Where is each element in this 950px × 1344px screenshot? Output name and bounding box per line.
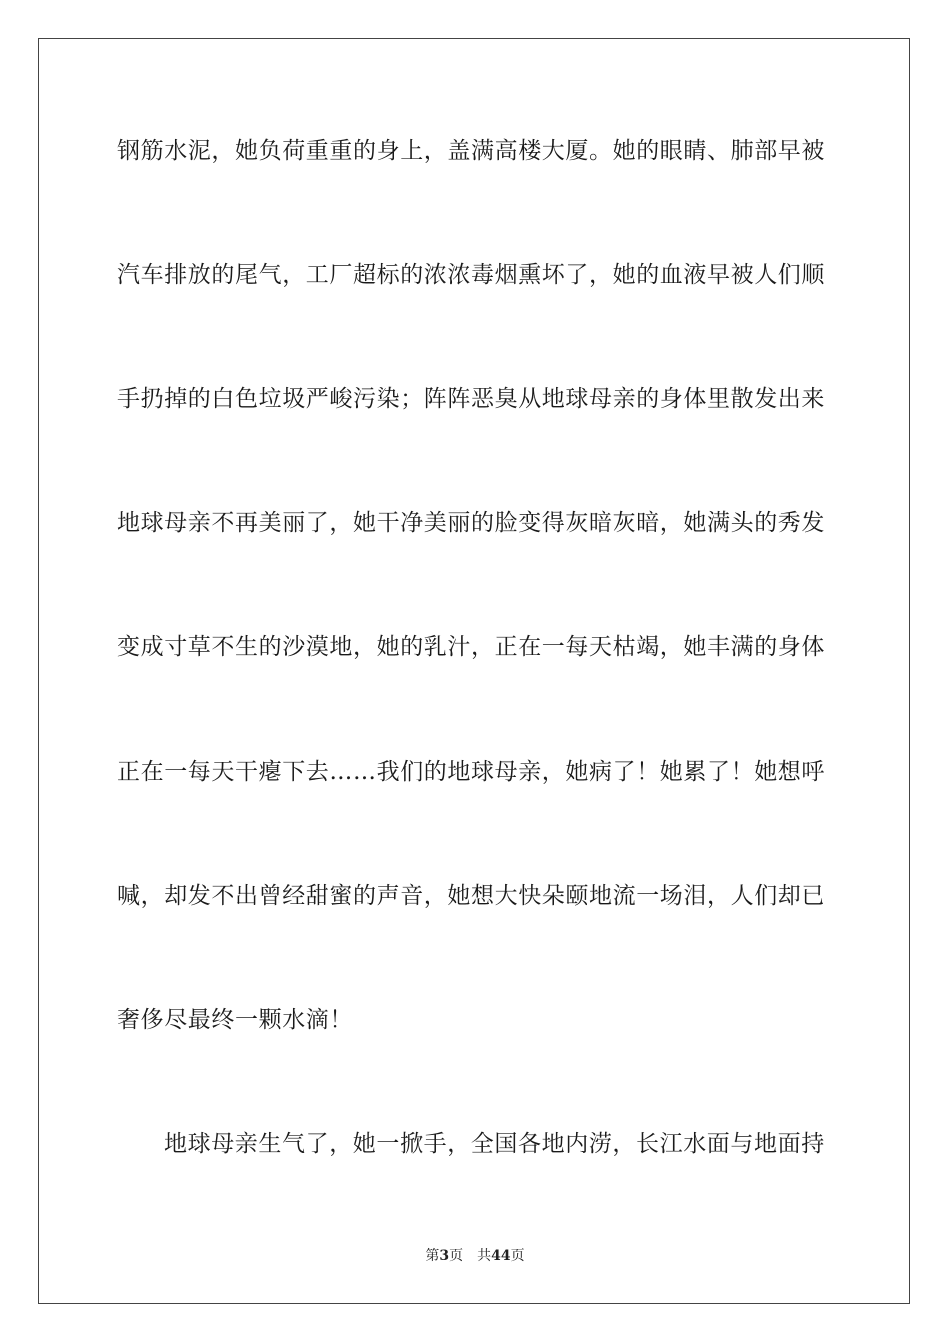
footer-total-pages: 44 xyxy=(491,1248,511,1264)
body-line-7: 喊，却发不出曾经甜蜜的声音，她想大快朵颐地流一场泪，人们却已 xyxy=(117,883,825,909)
footer-page-suffix: 页 xyxy=(449,1248,464,1264)
footer-page-number: 3 xyxy=(439,1248,450,1264)
footer-total-prefix: 共 xyxy=(477,1248,492,1264)
footer-page-prefix: 第 xyxy=(425,1248,440,1264)
page-border xyxy=(38,38,910,1304)
page-footer xyxy=(0,1247,950,1265)
paragraph-first-line: 地球母亲生气了，她一掀手，全国各地内涝，长江水面与地面持 xyxy=(164,1131,825,1157)
body-line-2: 汽车排放的尾气，工厂超标的浓浓毒烟熏坏了，她的血液早被人们顺 xyxy=(117,262,825,288)
body-line-1: 钢筋水泥，她负荷重重的身上，盖满高楼大厦。她的眼睛、肺部早被 xyxy=(117,138,825,164)
body-line-8: 奢侈尽最终一颗水滴！ xyxy=(117,1007,353,1033)
body-line-5: 变成寸草不生的沙漠地，她的乳汁，正在一每天枯竭，她丰满的身体 xyxy=(117,634,825,660)
body-line-6: 正在一每天干瘪下去……我们的地球母亲，她病了！她累了！她想呼 xyxy=(117,759,825,785)
body-line-4: 地球母亲不再美丽了，她干净美丽的脸变得灰暗灰暗，她满头的秀发 xyxy=(117,510,825,536)
footer-total-suffix: 页 xyxy=(510,1248,525,1264)
body-line-3: 手扔掉的白色垃圾严峻污染；阵阵恶臭从地球母亲的身体里散发出来 xyxy=(117,386,825,412)
